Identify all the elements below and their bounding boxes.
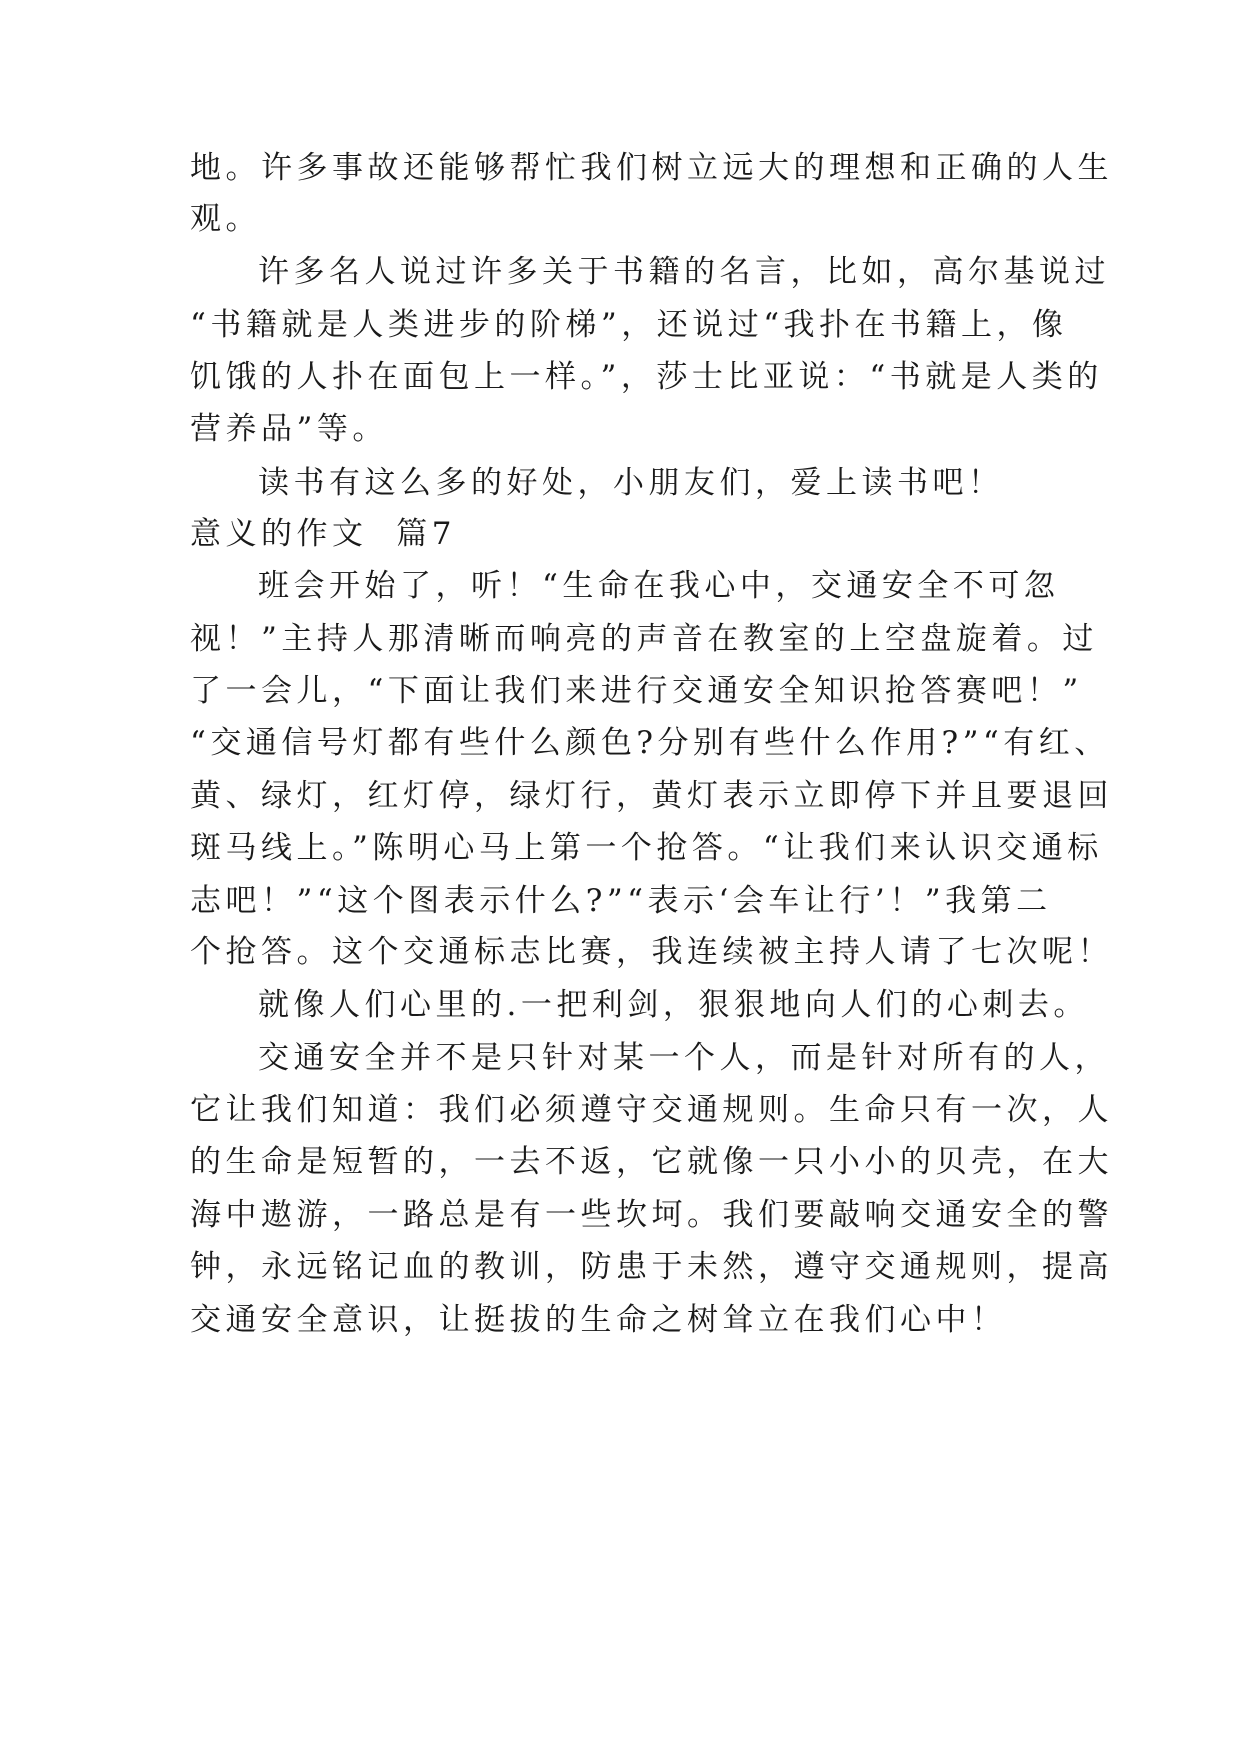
text-line-2: 观。	[190, 201, 261, 237]
text-line-10: 视！”主持人那清晰而响亮的声音在教室的上空盘旋着。过	[190, 621, 1098, 657]
text-line-1: 地。许多事故还能够帮忙我们树立远大的理想和正确的人生	[190, 150, 1113, 186]
text-line-3: 许多名人说过许多关于书籍的名言，比如，高尔基说过	[258, 254, 1110, 290]
text-line-11: 了一会儿，“下面让我们来进行交通安全知识抢答赛吧！”	[190, 673, 1083, 709]
text-line-13: 黄、绿灯，红灯停，绿灯行，黄灯表示立即停下并且要退回	[190, 778, 1113, 814]
text-line-14: 斑马线上。”陈明心马上第一个抢答。“让我们来认识交通标	[190, 830, 1103, 866]
text-line-20: 的生命是短暂的，一去不返，它就像一只小小的贝壳，在大	[190, 1144, 1113, 1180]
text-line-7: 读书有这么多的好处，小朋友们，爱上读书吧！	[258, 465, 1004, 501]
text-line-21: 海中遨游，一路总是有一些坎坷。我们要敲响交通安全的警	[190, 1197, 1113, 1233]
text-line-16: 个抢答。这个交通标志比赛，我连续被主持人请了七次呢！	[190, 934, 1113, 970]
text-line-4: “书籍就是人类进步的阶梯”，还说过“我扑在书籍上，像	[190, 307, 1068, 343]
text-line-17: 就像人们心里的.一把利剑，狠狠地向人们的心刺去。	[258, 987, 1089, 1023]
section-heading: 意义的作文 篇7	[190, 516, 456, 552]
text-line-23: 交通安全意识，让挺拔的生命之树耸立在我们心中！	[190, 1302, 1007, 1338]
text-line-18: 交通安全并不是只针对某一个人，而是针对所有的人，	[258, 1040, 1110, 1076]
text-line-19: 它让我们知道：我们必须遵守交通规则。生命只有一次，人	[190, 1092, 1113, 1128]
text-line-22: 钟，永远铭记血的教训，防患于未然，遵守交通规则，提高	[190, 1249, 1113, 1285]
text-line-5: 饥饿的人扑在面包上一样。”，莎士比亚说：“书就是人类的	[190, 359, 1103, 395]
text-line-6: 营养品”等。	[190, 411, 388, 447]
text-line-15: 志吧！”“这个图表示什么?”“表示‘会车让行’！”我第二	[190, 883, 1052, 919]
text-line-9: 班会开始了，听！“生命在我心中，交通安全不可忽	[258, 568, 1060, 604]
text-line-12: “交通信号灯都有些什么颜色?分别有些什么作用?”“有红、	[190, 725, 1110, 761]
